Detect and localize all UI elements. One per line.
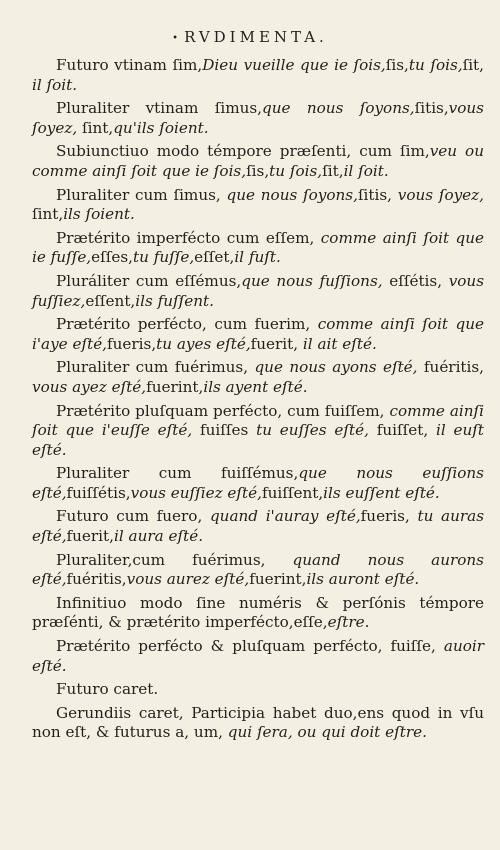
paragraph-gap	[32, 743, 484, 747]
french-gloss: Dieu vueille que ie ſois,	[202, 56, 386, 74]
french-gloss: tu fuſſe,	[132, 248, 195, 267]
french-gloss: comme ainſi ſoit que ie fuſſe,	[32, 228, 485, 267]
french-gloss: que nous fuſſions,	[241, 271, 383, 290]
latin-text: Prætérito pluſquam perfécto, cum fuiſſem,	[56, 401, 390, 420]
latin-text: ſis,	[246, 161, 270, 180]
latin-text: fuerit,	[66, 527, 114, 546]
latin-text: eſſes,	[91, 248, 133, 267]
french-gloss: comme ainſi ſoit que i'aye eſté,	[32, 315, 485, 353]
latin-text: ſis,	[385, 56, 409, 74]
french-gloss: tu ayes eſté,	[156, 334, 251, 353]
latin-text: fuiſſet,	[368, 421, 436, 440]
latin-text: Infinitiuo modo ſine numéris & perſónis témpore præſénti, & prætérito imperfécto,eſſe,	[32, 593, 484, 632]
paragraph	[32, 56, 484, 95]
french-gloss: il fuſt.	[234, 248, 281, 267]
french-gloss: qu'ils ſoient.	[113, 118, 209, 137]
french-gloss: auoir eſté.	[32, 637, 484, 675]
paragraph	[32, 464, 484, 503]
latin-text: Pluraliter vtinam ſimus,	[56, 99, 263, 118]
french-gloss: que nous euſſions eſté,	[32, 464, 484, 502]
french-gloss: tu auras eſté,	[32, 507, 484, 546]
latin-text: fuerint,	[249, 570, 307, 589]
french-gloss: quand i'auray eſté,	[209, 507, 361, 526]
latin-text: Prætérito imperfécto cum eſſem,	[56, 228, 321, 247]
paragraph	[32, 186, 484, 225]
latin-text: Pluraliter cum fuérimus,	[56, 358, 255, 377]
french-gloss: ils ſoient.	[63, 205, 135, 224]
french-gloss: ils euſſent eſté.	[323, 483, 440, 502]
french-gloss: ils auront eſté.	[306, 570, 420, 589]
french-gloss: eſtre.	[327, 613, 370, 632]
latin-text: fuéritis,	[417, 358, 485, 377]
latin-text: Futuro cum fuero,	[56, 507, 210, 526]
paragraph	[32, 680, 484, 700]
french-gloss: ils fuſſent.	[135, 291, 214, 310]
french-gloss: vous ayez eſté,	[32, 377, 147, 396]
latin-text: Pluraliter,cum fuérimus,	[56, 550, 293, 569]
latin-text: Futuro vtinam ſim,	[56, 56, 203, 74]
latin-text: ſit,	[462, 56, 484, 74]
paragraph	[32, 507, 484, 546]
paragraph	[32, 358, 484, 397]
paragraph	[32, 637, 484, 676]
paragraph	[32, 99, 484, 138]
french-gloss: vous ſoyez,	[32, 99, 484, 137]
paragraph	[32, 272, 484, 311]
latin-text: fuiſſétis,	[66, 483, 131, 502]
french-gloss: que nous ayons eſté,	[254, 358, 418, 377]
latin-text: fuéritis,	[66, 570, 127, 589]
french-gloss: veu ou comme ainſi ſoit que ie ſois,	[32, 142, 484, 180]
french-gloss: vous fuſſiez,	[32, 271, 484, 310]
latin-text: eſſet,	[194, 248, 235, 267]
paragraph	[32, 594, 484, 633]
latin-text: Prætérito perfécto & pluſquam perfécto, fuiſſe,	[56, 637, 444, 656]
latin-text: Gerundiis caret, Participia habet duo,ens quod in vſu non eſt, & futurus a, um,	[32, 703, 484, 742]
header-ornament: •	[172, 32, 179, 44]
french-gloss: tu ſois,	[408, 56, 463, 74]
french-gloss: ils ayent eſté.	[203, 377, 308, 396]
french-gloss: il ait eſté.	[302, 334, 377, 353]
paragraph	[32, 229, 484, 268]
french-gloss: qui ſera, ou qui doit eſtre.	[227, 723, 427, 742]
paragraph	[32, 142, 484, 181]
running-head-title: RVDIMENTA.	[184, 28, 328, 46]
latin-text: eſſétis,	[382, 271, 449, 290]
latin-text: fuerit,	[250, 334, 303, 353]
latin-text: ſitis,	[357, 185, 398, 204]
latin-text: Pluraliter cum fuiſſémus,	[56, 464, 299, 483]
french-gloss: quand nous aurons eſté,	[32, 550, 484, 589]
latin-text: ſint,	[32, 205, 64, 224]
latin-text: fueris,	[107, 334, 157, 353]
french-gloss: tu euſſes eſté,	[256, 421, 369, 440]
paragraph	[32, 704, 484, 743]
french-gloss: il ſoit.	[343, 161, 389, 180]
latin-text: Pluráliter cum eſſémus,	[56, 271, 242, 290]
latin-text: fueris,	[360, 507, 418, 526]
french-gloss: il ſoit.	[32, 75, 78, 94]
french-gloss: que nous ſoyons,	[226, 185, 358, 204]
paragraph	[32, 315, 484, 354]
french-gloss: vous euſſiez eſté,	[130, 483, 262, 502]
latin-text: fuiſſent,	[261, 483, 324, 502]
latin-text: eſſent,	[85, 291, 136, 310]
running-head	[0, 28, 500, 46]
latin-text: ſint,	[77, 118, 114, 137]
french-gloss: il aura eſté.	[113, 527, 204, 546]
latin-text: Futuro caret.	[56, 680, 159, 699]
french-gloss: il euſt eſté.	[32, 421, 484, 459]
latin-text: fuerint,	[146, 377, 204, 396]
latin-text: ſit,	[322, 161, 344, 180]
latin-text: fuiſſes	[192, 421, 257, 440]
paragraph	[32, 402, 484, 461]
page-text	[32, 56, 484, 747]
latin-text: Prætérito perfécto, cum fuerim,	[56, 315, 318, 334]
french-gloss: vous ſoyez,	[397, 185, 484, 204]
paragraph	[32, 551, 484, 590]
latin-text: Subiunctiuo modo témpore præſenti, cum ſim,	[56, 142, 430, 161]
french-gloss: que nous ſoyons,	[262, 99, 415, 118]
french-gloss: vous aurez eſté,	[126, 570, 250, 589]
latin-text: Pluraliter cum ſimus,	[56, 185, 227, 204]
french-gloss: tu ſois,	[269, 161, 323, 180]
latin-text: ſitis,	[414, 99, 449, 118]
french-gloss: comme ainſi ſoit que i'euſſe eſté,	[32, 401, 484, 440]
